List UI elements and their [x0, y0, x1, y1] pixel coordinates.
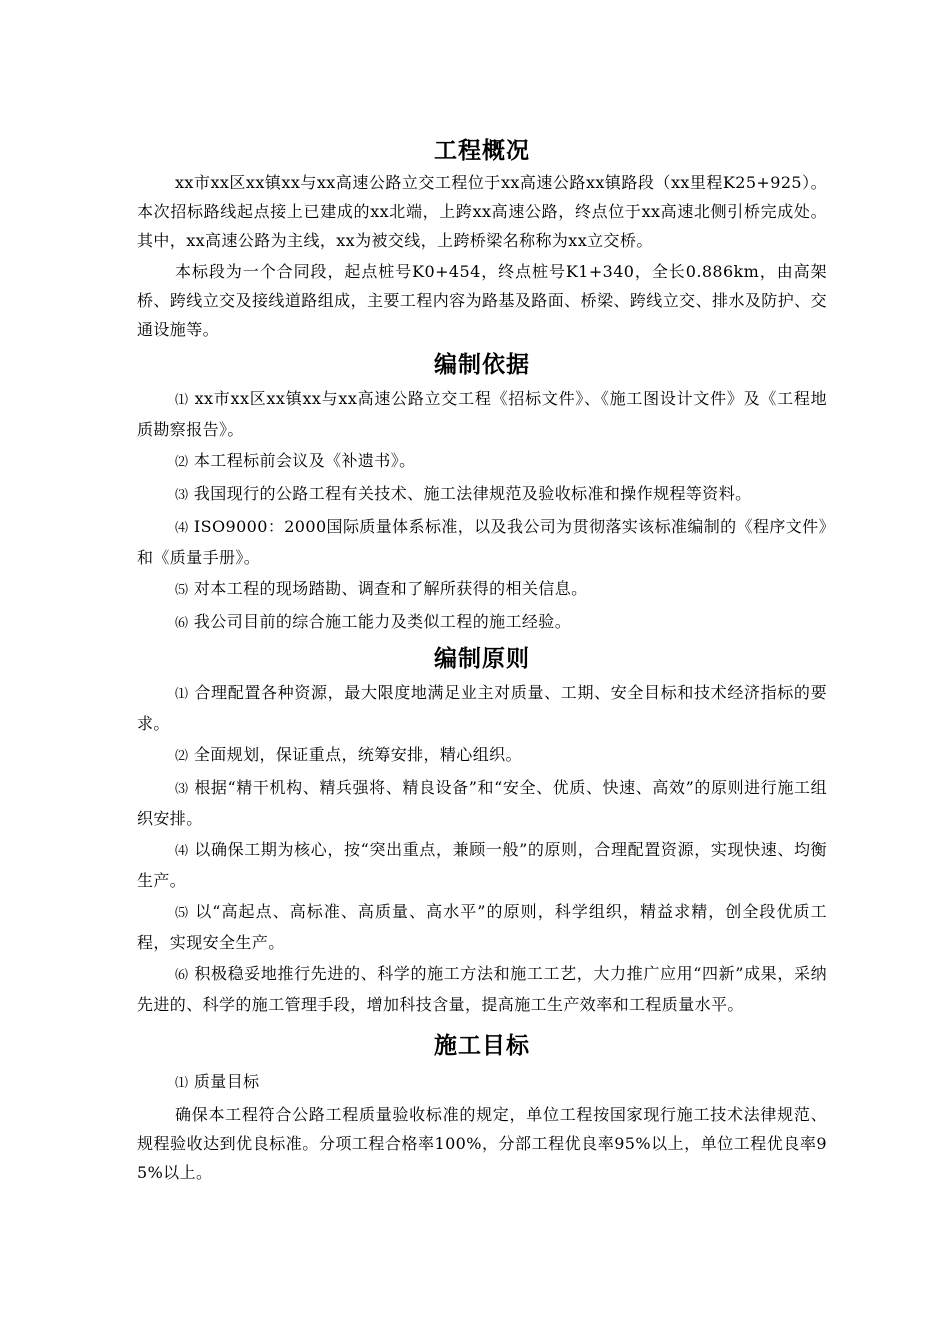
section-title-goals: 施工目标 [434, 1033, 530, 1059]
item-number: ⑴ [175, 1076, 189, 1091]
principle-item-3 [137, 773, 827, 833]
item-text: 全面规划，保证重点，统筹安排，精心组织。 [193, 745, 522, 764]
item-number: ⑵ [175, 455, 189, 470]
principle-item-6 [137, 959, 827, 1019]
item-text: ISO9000：2000国际质量体系标准，以及我公司为贯彻落实该标准编制的《程序文件》和《质量手册》。 [137, 517, 827, 567]
item-text: 我公司目前的综合施工能力及类似工程的施工经验。 [193, 612, 572, 631]
item-number: ⑵ [175, 749, 189, 764]
item-text: 质量目标 [193, 1072, 260, 1091]
basis-item-5 [137, 574, 827, 605]
item-number: ⑸ [175, 583, 189, 598]
item-number: ⑴ [175, 687, 189, 702]
item-number: ⑹ [175, 616, 189, 631]
item-number: ⑹ [175, 968, 189, 983]
goal-item-1 [137, 1067, 827, 1098]
section-title-basis: 编制依据 [434, 352, 530, 378]
item-number: ⑶ [175, 782, 189, 797]
principle-item-1 [137, 678, 827, 738]
overview-paragraph-2: 本标段为一个合同段，起点桩号K0+454，终点桩号K1+340，全长0.886km，由高架桥、跨线立交及接线道路组成，主要工程内容为路基及路面、桥梁、跨线立交、排水及防护、交通设施等。 [137, 262, 827, 339]
basis-item-2 [137, 446, 827, 477]
item-text: 根据“精干机构、精兵强将、精良设备”和“安全、优质、快速、高效”的原则进行施工组织安排。 [137, 778, 827, 828]
section-title-overview: 工程概况 [434, 138, 530, 164]
principle-item-4 [137, 835, 827, 895]
principle-item-2 [137, 740, 827, 771]
item-text: 以“高起点、高标准、高质量、高水平”的原则，科学组织，精益求精，创全段优质工程，实现安全生产。 [137, 902, 827, 952]
item-text: 积极稳妥地推行先进的、科学的施工方法和施工工艺，大力推广应用“四新”成果，采纳先进的、科学的施工管理手段，增加科技含量，提高施工生产效率和工程质量水平。 [137, 964, 827, 1014]
overview-paragraph-1: xx市xx区xx镇xx与xx高速公路立交工程位于xx高速公路xx镇路段（xx里程K25+925）。本次招标路线起点接上已建成的xx北端，上跨xx高速公路，终点位于xx高速北侧引桥完成处。其中，xx高速公路为主线，xx为被交线，上跨桥梁名称称为xx立交桥。 [137, 173, 827, 250]
item-number: ⑴ [175, 393, 189, 408]
basis-item-1 [137, 384, 827, 444]
principle-item-5 [137, 897, 827, 957]
basis-item-4 [137, 512, 827, 572]
item-text: 对本工程的现场踏勘、调查和了解所获得的相关信息。 [193, 579, 588, 598]
item-text: xx市xx区xx镇xx与xx高速公路立交工程《招标文件》、《施工图设计文件》及《工程地质勘察报告》。 [137, 389, 828, 439]
section-title-principles: 编制原则 [434, 646, 530, 672]
item-text: 我国现行的公路工程有关技术、施工法律规范及验收标准和操作规程等资料。 [193, 484, 752, 503]
document-page [137, 134, 827, 1187]
item-number: ⑷ [175, 521, 189, 536]
item-number: ⑷ [175, 844, 189, 859]
basis-item-6 [137, 607, 827, 638]
item-number: ⑶ [175, 488, 189, 503]
item-number: ⑸ [175, 906, 190, 921]
item-text: 以确保工期为核心，按“突出重点，兼顾一般”的原则，合理配置资源，实现快速、均衡生产。 [137, 840, 827, 890]
item-text: 合理配置各种资源，最大限度地满足业主对质量、工期、安全目标和技术经济指标的要求。 [137, 683, 827, 733]
item-text: 本工程标前会议及《补遗书》。 [193, 451, 416, 470]
basis-item-3 [137, 479, 827, 510]
goal-paragraph-1: 确保本工程符合公路工程质量验收标准的规定，单位工程按国家现行施工技术法律规范、规程验收达到优良标准。分项工程合格率100%，分部工程优良率95%以上，单位工程优良率95%以上。 [137, 1105, 827, 1182]
